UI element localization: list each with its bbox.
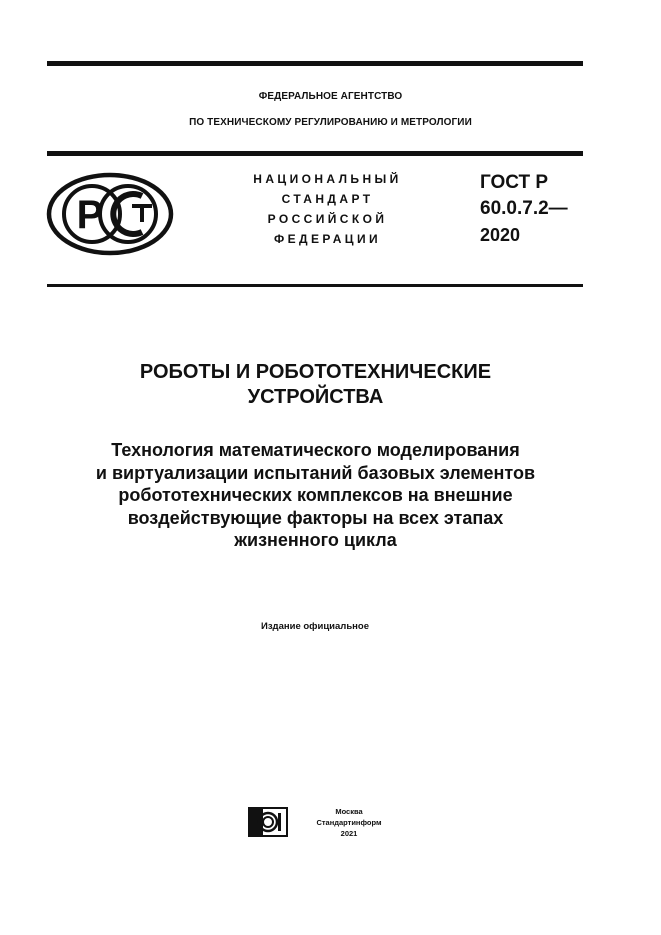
subtitle-line-2: и виртуализации испытаний базовых элементов: [95, 462, 536, 483]
document-title: [60, 360, 571, 410]
subtitle-line-4: воздействующие факторы на всех этапах: [127, 507, 504, 528]
agency-line-1: ФЕДЕРАЛЬНОЕ АГЕНТСТВО: [258, 91, 403, 102]
top-divider: [47, 61, 583, 66]
edition-note: Издание официальное: [261, 621, 369, 632]
title-line-1: РОБОТЫ И РОБОТОТЕХНИЧЕСКИЕ: [139, 361, 492, 383]
publisher-info: [306, 806, 392, 839]
designation-line-2: 60.0.7.2—: [480, 198, 568, 219]
subtitle-line-1: Технология математического моделирования: [111, 440, 520, 460]
standard-type-line-3: РОССИЙСКОЙ: [267, 212, 388, 226]
lower-divider: [47, 284, 583, 287]
standard-type-line-2: СТАНДАРТ: [281, 192, 374, 206]
document-subtitle: [40, 439, 591, 552]
svg-text:Р: Р: [76, 193, 104, 237]
publisher-name: Стандартинформ: [316, 818, 382, 827]
designation-line-3: 2020: [480, 225, 521, 245]
standard-type-line-4: ФЕДЕРАЦИИ: [273, 232, 382, 246]
designation-line-1: ГОСТ Р: [480, 172, 549, 193]
subtitle-line-3: робототехнических комплексов на внешние: [118, 485, 513, 505]
standard-type-line-1: НАЦИОНАЛЬНЫЙ: [253, 172, 402, 186]
publisher-year: 2021: [340, 829, 358, 838]
subtitle-line-5: жизненного цикла: [234, 530, 397, 550]
standartinform-logo-icon: [248, 807, 288, 837]
agency-line-2: ПО ТЕХНИЧЕСКОМУ РЕГУЛИРОВАНИЮ И МЕТРОЛОГИИ: [189, 117, 472, 128]
publisher-city: Москва: [335, 807, 363, 816]
title-line-2: УСТРОЙСТВА: [247, 386, 384, 408]
middle-divider: [47, 151, 583, 156]
rst-emblem-icon: [46, 172, 174, 256]
